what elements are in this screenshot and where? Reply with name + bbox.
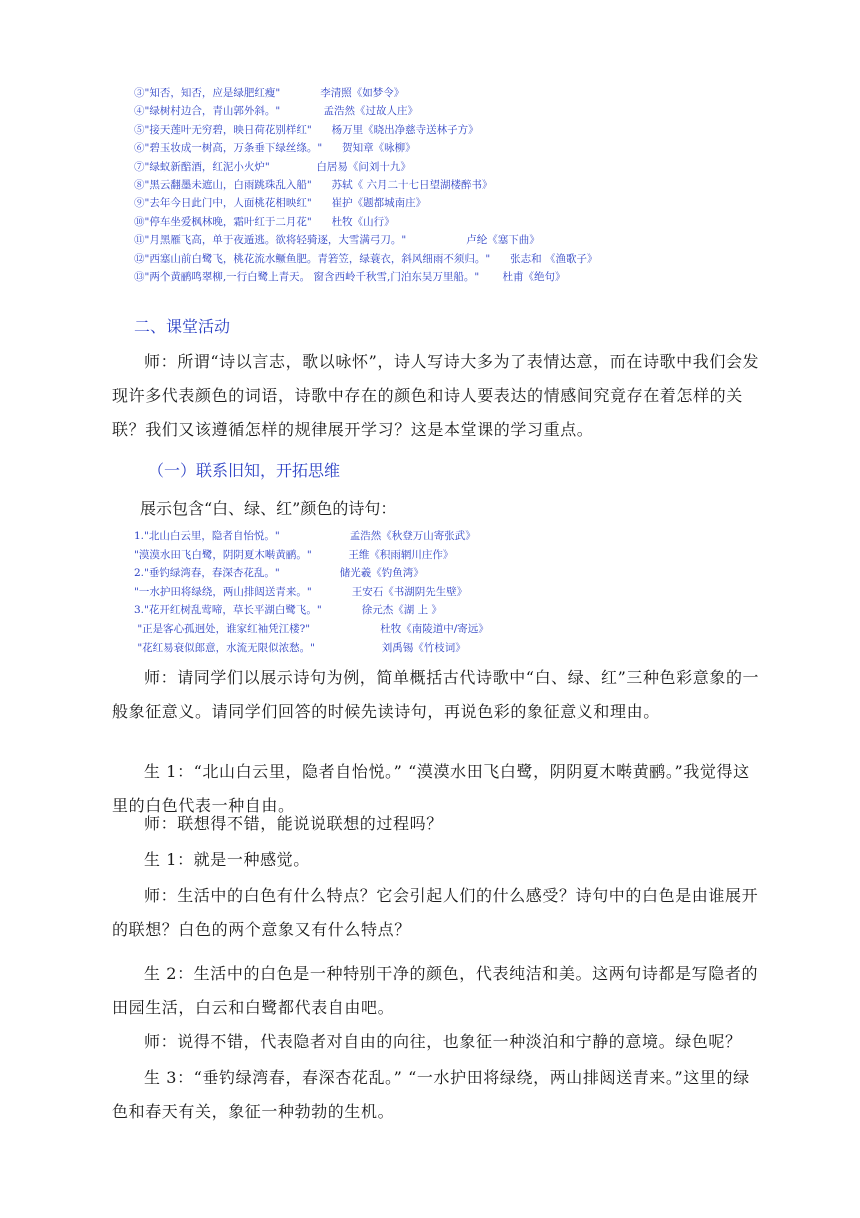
paragraph-teacher-intro: 师：所谓“诗以言志，歌以咏怀”，诗人写诗大多为了表情达意，而在诗歌中我们会发现许多代表颜色的词语，诗歌中存在的颜色和诗人要表达的情感间究竟存在着怎样的关联？我们又该遵循怎样的规律展开学习？这是本堂课的学习重点。 [112,352,760,439]
poem-list [134,527,774,657]
quote-line: ⑦"绿蚁新醅酒，红泥小火炉" 白居易《问刘十九》 [134,160,411,173]
paragraph: 生 1：就是一种感觉。 [144,850,310,869]
quote-line: ⑪"月黑雁飞高，单于夜遁逃。欲将轻骑逐，大雪满弓刀。" 卢纶《塞下曲》 [134,234,540,247]
poem-line: 1."北山白云里，隐者自怡悦。" 孟浩然《秋登万山寄张武》 [134,530,476,542]
paragraph: 生 3：“垂钓绿湾春，春深杏花乱。” “一水护田将绿绕，两山排闼送青来。”这里的绿色和春天有关，象征一种勃勃的生机。 [112,1068,750,1121]
paragraph: 师：生活中的白色有什么特点？它会引起人们的什么感受？诗句中的白色是由谁展开的联想？白色的两个意象又有什么特点？ [112,886,759,939]
subsection-heading: （一）联系旧知，开拓思维 [148,461,341,480]
poem-line: "一水护田将绿绕，两山排闼送青来。" 王安石《书湖阴先生壁》 [134,585,468,598]
quote-line: ④"绿树村边合，青山郭外斜。" 孟浩然《过故人庄》 [134,105,419,118]
quote-line: ⑨"去年今日此门中，人面桃花相映红" 崔护《题都城南庄》 [134,197,427,210]
paragraph: 师：说得不错，代表隐者对自由的向往，也象征一种淡泊和宁静的意境。绿色呢？ [144,1032,742,1051]
quote-line: ⑬"两个黄鹂鸣翠柳,一行白鹭上青天。 窗含西岭千秋雪,门泊东吴万里船。" 杜甫《绝句》 [134,271,566,284]
poem-line: 3."花开红树乱莺啼，草长平湖白鹭飞。" 徐元杰《湖 上 》 [134,604,442,617]
quote-line: ③"知否，知否，应是绿肥红瘦" 李清照《如梦令》 [134,87,405,99]
poem-line: "正是客心孤迥处，谁家红袖凭江楼?" 杜牧《南陵道中/寄远》 [134,622,489,635]
paragraph: 师：联想得不错，能说说联想的过程吗？ [144,814,443,833]
section-title: 二、课堂活动 [134,317,231,336]
paragraph: 生 2：生活中的白色是一种特别干净的颜色，代表纯洁和美。这两句诗都是写隐者的田园生活，白云和白鹭都代表自由吧。 [112,964,759,1017]
quote-line: ⑩"停车坐爱枫林晚，霜叶红于二月花" 杜牧《山行》 [134,215,395,228]
quote-line: ⑥"碧玉妆成一树高，万条垂下绿丝绦。" 贺知章《咏柳》 [134,142,416,155]
quote-list [134,84,774,286]
intro-line: 展示包含“白、绿、红”颜色的诗句： [140,499,397,518]
paragraph: 生 1：“北山白云里，隐者自怡悦。” “漠漠水田飞白鹭，阴阴夏木啭黄鹂。”我觉得这里的白色代表一种自由。 [112,762,750,815]
quote-line: ⑧"黑云翻墨未遮山，白雨跳珠乱入船" 苏轼《 六月二十七日望湖楼醉书》 [134,179,493,192]
quote-line: ⑫"西塞山前白鹭飞，桃花流水鳜鱼肥。青箬笠，绿蓑衣，斜风细雨不须归。" 张志和 《渔歌子》 [134,252,598,265]
poem-line: "花红易衰似郎意，水流无限似浓愁。" 刘禹锡《竹枝词》 [134,641,466,654]
quote-line: ⑤"接天莲叶无穷碧，映日荷花别样红" 杨万里《晓出净慈寺送林子方》 [134,123,479,136]
paragraph: 师：请同学们以展示诗句为例，简单概括古代诗歌中“白、绿、红”三种色彩意象的一般象征意义。请同学们回答的时候先读诗句，再说色彩的象征意义和理由。 [112,668,760,721]
poem-line: "漠漠水田飞白鹭，阴阴夏木啭黄鹂。" 王维《积雨辋川庄作》 [134,548,454,561]
poem-line: 2."垂钓绿湾春，春深杏花乱。" 储光羲《钓鱼湾》 [134,567,424,580]
